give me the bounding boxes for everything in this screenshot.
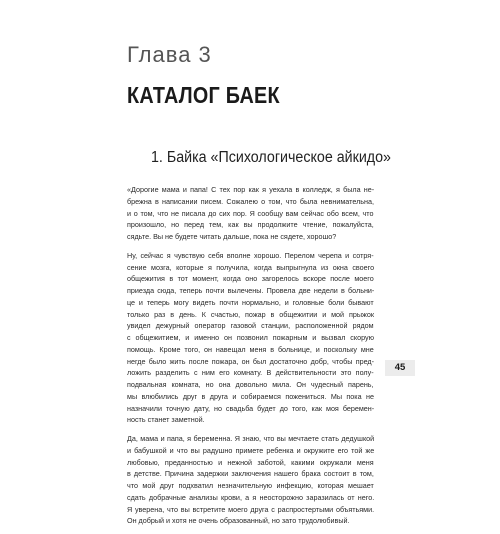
text-line: приезда сюда, теперь почти вылечены. Провела две недели в больни-: [127, 286, 375, 295]
text-line: с общежитием, и именно он позвонил пожарным и вызвал скорую: [127, 333, 375, 342]
paragraph: [127, 184, 374, 243]
text-line: «Дорогие мама и папа! С тех пор как я уехала в колледж, я была не-: [127, 185, 375, 194]
text-line: Да, мама и папа, я беременна. Я знаю, что вы мечтаете стать дедушкой: [127, 434, 375, 443]
text-line: общежития в тот момент, когда оно загорелось вскоре после моего: [127, 274, 374, 284]
text-line: любовью, преданностью и нежной заботой, какими окружали меня: [127, 457, 374, 467]
text-line: подвальная комната, но она довольно мила. Он чудесный парень,: [127, 380, 374, 389]
text-line: и бабушкой и что вы радушно примете ребенка и окружите его той же: [127, 445, 375, 455]
paragraph: [127, 433, 374, 527]
text-line: что мой друг подхватил незначительную инфекцию, которая мешает: [127, 481, 374, 490]
text-line: мы влюбились друг в друга и собираемся пожениться. Мы пока не: [127, 391, 374, 401]
text-line: только раз в день. К счастью, пожар в общежитии и мой прыжок: [127, 309, 374, 319]
section-title: 1. Байка «Психологическое айкидо»: [151, 149, 391, 166]
text-line: ложить разделить с ним его комнату. В действительности это полу-: [127, 368, 374, 378]
chapter-label: Глава 3: [127, 42, 212, 67]
text-line: Ну, сейчас я чувствую себя вполне хорошо. Перелом черепа и сотря-: [127, 250, 374, 260]
text-line: брежна в написании писем. Сожалею о том, что была невнимательна,: [127, 196, 374, 206]
paragraph: [127, 250, 374, 426]
text-line: в детстве. Причина задержки заключения нашего брака состоит в том,: [127, 469, 374, 479]
text-line: негде было жить после пожара, он был достаточно добр, чтобы пред-: [127, 356, 375, 366]
text-line: це и теперь могу видеть почти нормально, и головные боли бывают: [127, 297, 374, 307]
text-line: Он добрый и хотя не очень образованный, но зато трудолюбивый.: [127, 516, 350, 526]
text-line: назначили точную дату, но свадьба будет до того, как моя беремен-: [127, 403, 375, 413]
body-text: [127, 184, 374, 534]
chapter-title: КАТАЛОГ БАЕК: [127, 82, 280, 108]
page-number: 45: [385, 360, 415, 376]
text-line: Я уверена, что вы встретите моего друга с распростертыми объятьями.: [127, 504, 375, 514]
text-line: произошло, но перед тем, как вы продолжите чтение, пожалуйста,: [127, 220, 374, 230]
text-line: сядьте. Вы не будете читать дальше, пока не сядете, хорошо?: [127, 232, 337, 241]
text-line: увидел дежурный оператор газовой станции, расположенной рядом: [127, 321, 374, 331]
text-line: сение мозга, которые я получила, когда выпрыгнула из окна своего: [127, 262, 375, 272]
text-line: ность станет заметной.: [127, 415, 205, 425]
text-line: сдать добрачные анализы крови, а я неосторожно заразилась от него.: [127, 492, 375, 502]
text-line: помощь. Кроме того, он навещал меня в больнице, и поскольку мне: [127, 344, 374, 354]
text-line: и о том, что не писала до сих пор. Я сообщу вам сейчас обо всем, что: [127, 208, 374, 218]
